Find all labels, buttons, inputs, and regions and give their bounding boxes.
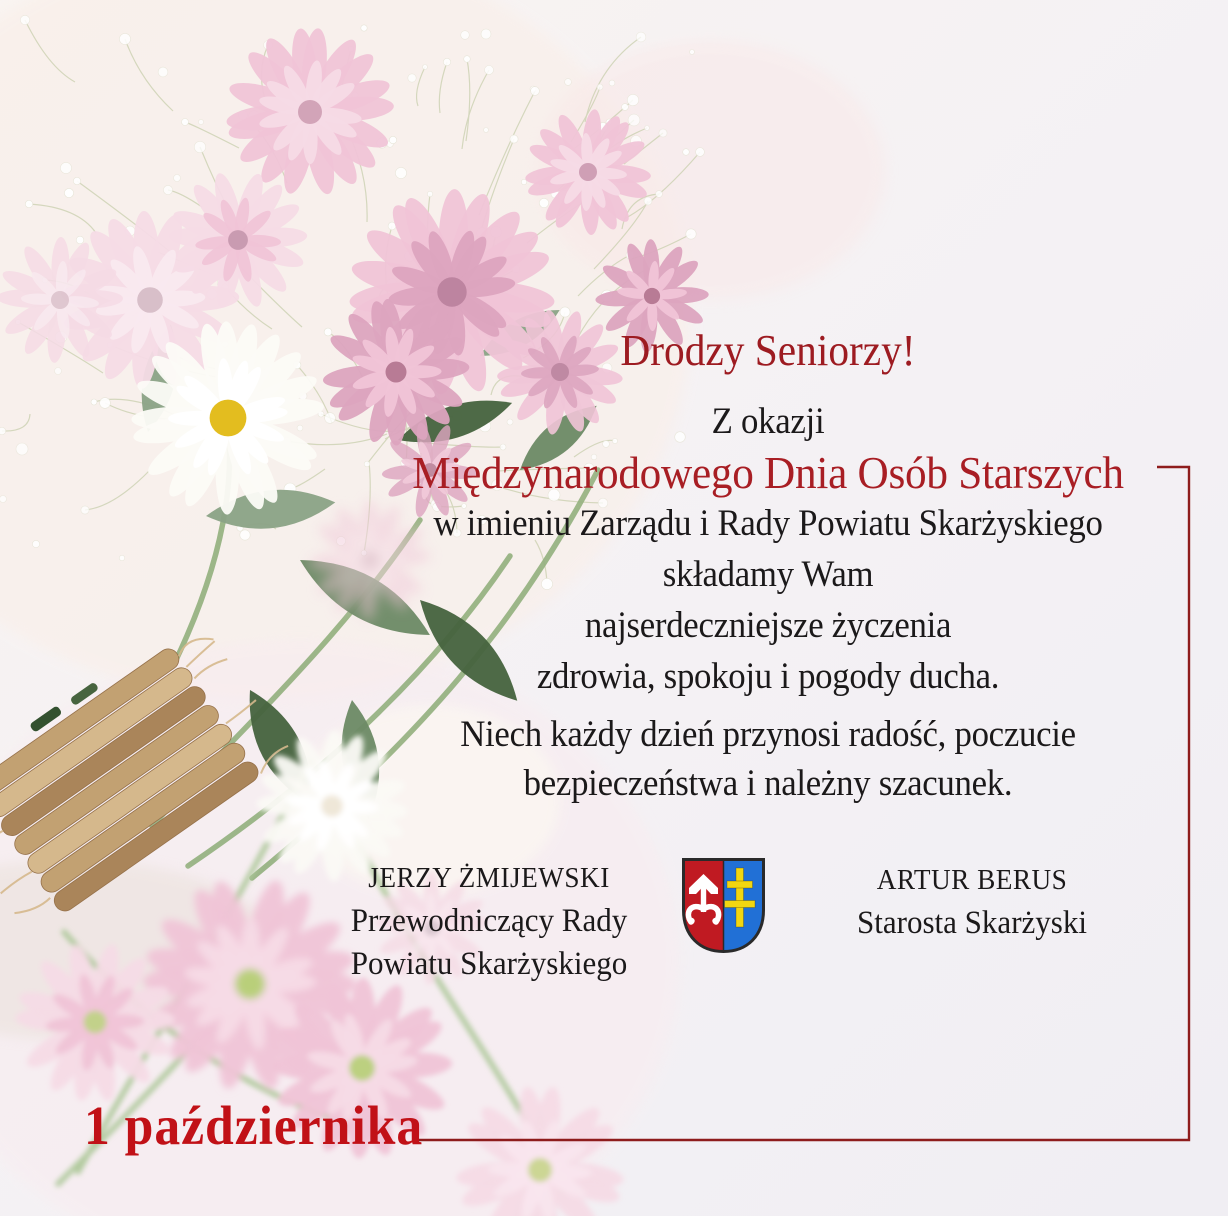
wish-line: bezpieczeństwa i należny szacunek.	[523, 763, 1013, 804]
signatory-name: ARTUR BERUS	[876, 864, 1068, 896]
greeting-line: najserdeczniejsze życzenia	[584, 605, 952, 646]
signatory-name: JERZY ŻMIJEWSKI	[368, 862, 610, 894]
signature-left	[282, 856, 696, 986]
coat-of-arms-icon	[676, 852, 771, 959]
wish-text	[383, 710, 1154, 808]
wish-line: Niech każdy dzień przynosi radość, poczucie	[460, 714, 1076, 755]
greeting-line: składamy Wam	[662, 554, 874, 595]
greeting-line: zdrowia, spokoju i pogody ducha.	[536, 656, 1000, 697]
event-date: 1 października	[84, 1095, 424, 1156]
card-title: Drodzy Seniorzy!	[620, 326, 916, 375]
occasion-name: Międzynarodowego Dnia Osób Starszych	[412, 447, 1124, 498]
greeting-line: Z okazji	[711, 401, 825, 442]
greeting-text	[383, 396, 1154, 702]
signatory-role: Powiatu Skarżyskiego	[350, 946, 628, 982]
signatory-role: Starosta Skarżyski	[856, 905, 1088, 941]
greeting-line: w imieniu Zarządu i Rady Powiatu Skarżyskiego	[433, 503, 1103, 544]
signature-right	[765, 858, 1179, 945]
signatory-role: Przewodniczący Rady	[350, 903, 628, 939]
